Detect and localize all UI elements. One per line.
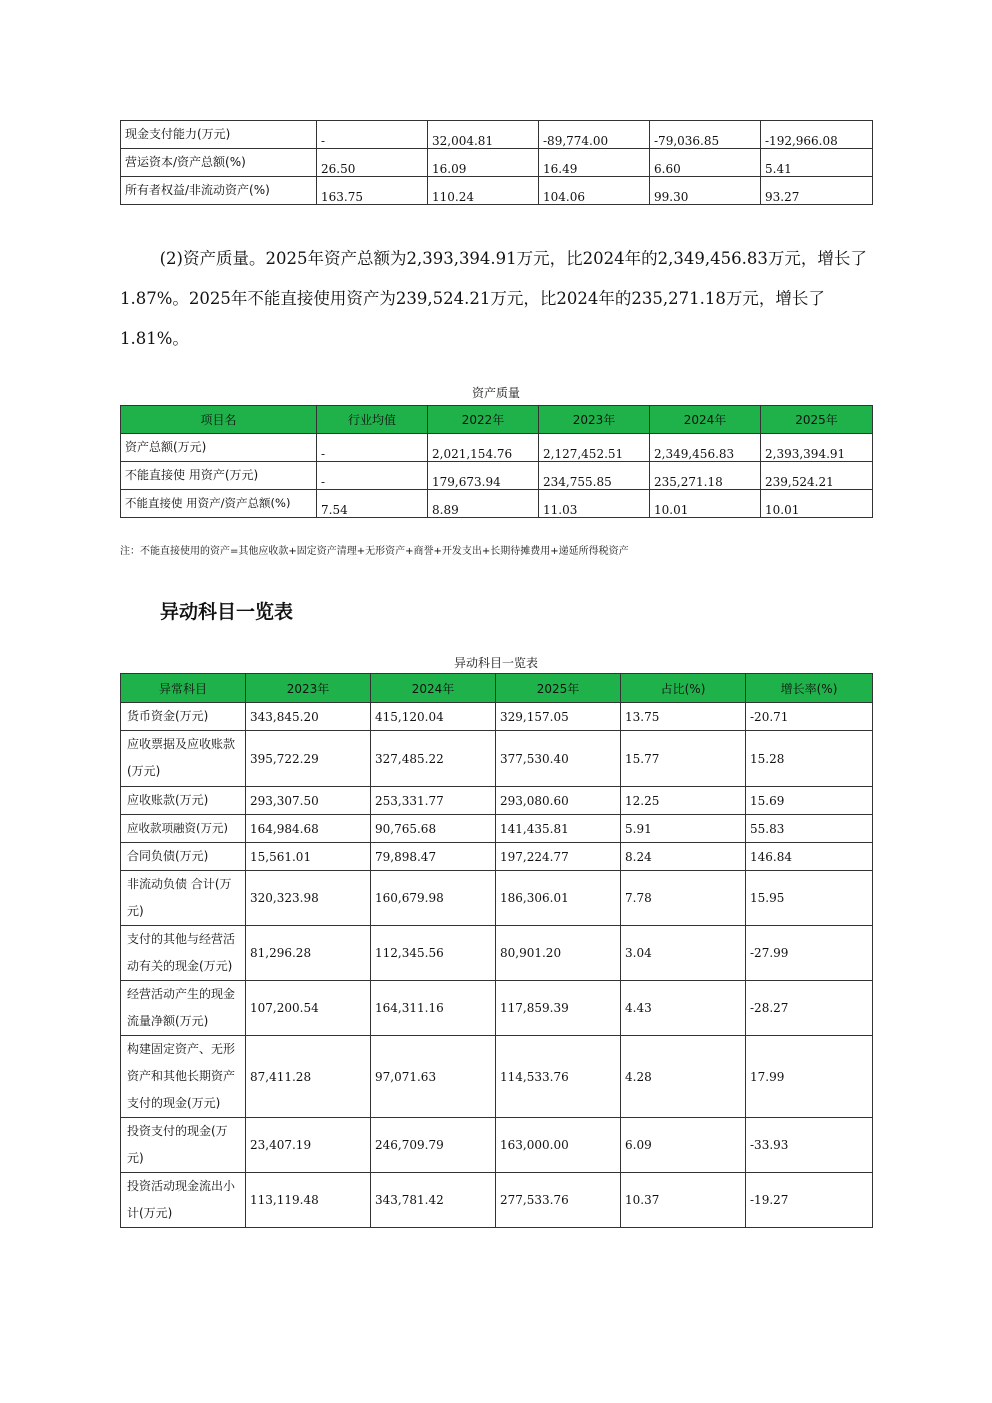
column-header: 2024年 — [371, 674, 496, 703]
cell: -28.27 — [746, 981, 873, 1036]
cell: 26.50 — [317, 149, 428, 177]
cell: 99.30 — [650, 177, 761, 205]
table-row — [121, 703, 873, 731]
column-header: 2024年 — [650, 406, 761, 434]
column-header: 2025年 — [761, 406, 873, 434]
row-label: 合同负债(万元) — [121, 843, 246, 871]
cell: 6.60 — [650, 149, 761, 177]
cell: 163,000.00 — [496, 1118, 621, 1173]
table-row — [121, 843, 873, 871]
table-row — [121, 926, 873, 981]
cell: 2,349,456.83 — [650, 434, 761, 462]
cell: 253,331.77 — [371, 787, 496, 815]
cell: 7.78 — [621, 871, 746, 926]
cell: 6.09 — [621, 1118, 746, 1173]
cell: 23,407.19 — [246, 1118, 371, 1173]
cell: 15.95 — [746, 871, 873, 926]
column-header: 异常科目 — [121, 674, 246, 703]
cell: 293,080.60 — [496, 787, 621, 815]
row-label: 营运资本/资产总额(%) — [121, 149, 317, 177]
table-row — [121, 815, 873, 843]
row-label: 经营活动产生的现金流量净额(万元) — [121, 981, 246, 1036]
table-row — [121, 981, 873, 1036]
cell: 81,296.28 — [246, 926, 371, 981]
cell: - — [317, 462, 428, 490]
asset-note: 注：不能直接使用的资产=其他应收款+固定资产清理+无形资产+商誉+开发支出+长期待摊费用+递延所得税资产 — [120, 546, 629, 557]
cell: 11.03 — [539, 490, 650, 518]
cell: 186,306.01 — [496, 871, 621, 926]
cash-metrics-table — [120, 120, 873, 205]
cell: - — [317, 434, 428, 462]
row-label: 非流动负债 合计(万元) — [121, 871, 246, 926]
cell: 10.01 — [650, 490, 761, 518]
cell: 15.69 — [746, 787, 873, 815]
cell: 97,071.63 — [371, 1036, 496, 1118]
cell: 160,679.98 — [371, 871, 496, 926]
cell: 16.49 — [539, 149, 650, 177]
row-label: 现金支付能力(万元) — [121, 121, 317, 149]
cell: 4.43 — [621, 981, 746, 1036]
cell: 5.41 — [761, 149, 873, 177]
cell: - — [317, 121, 428, 149]
cell: 104.06 — [539, 177, 650, 205]
cell: 235,271.18 — [650, 462, 761, 490]
table-row — [121, 1036, 873, 1118]
cell: 2,393,394.91 — [761, 434, 873, 462]
cell: 117,859.39 — [496, 981, 621, 1036]
table-row — [121, 1173, 873, 1228]
asset-quality-paragraph: (2)资产质量。2025年资产总额为2,393,394.91万元，比2024年的2,349,456.83万元，增长了1.87%。2025年不能直接使用资产为239,524.21万元，比2024年的235,271.18万元，增长了1.81%。 — [120, 249, 867, 348]
cell: 17.99 — [746, 1036, 873, 1118]
row-label: 投资支付的现金(万元) — [121, 1118, 246, 1173]
column-header: 增长率(%) — [746, 674, 873, 703]
cell: -19.27 — [746, 1173, 873, 1228]
cell: 2,021,154.76 — [428, 434, 539, 462]
cell: 93.27 — [761, 177, 873, 205]
cell: 197,224.77 — [496, 843, 621, 871]
row-label: 不能直接使 用资产/资产总额(%) — [121, 490, 317, 518]
table-row — [121, 871, 873, 926]
cell: 114,533.76 — [496, 1036, 621, 1118]
cell: 234,755.85 — [539, 462, 650, 490]
row-label: 货币资金(万元) — [121, 703, 246, 731]
cell: 90,765.68 — [371, 815, 496, 843]
column-header: 2025年 — [496, 674, 621, 703]
column-header: 行业均值 — [317, 406, 428, 434]
cell: 15.28 — [746, 731, 873, 787]
table-row — [121, 434, 873, 462]
column-header: 项目名 — [121, 406, 317, 434]
cell: 112,345.56 — [371, 926, 496, 981]
cell: -192,966.08 — [761, 121, 873, 149]
table-row — [121, 462, 873, 490]
cell: 246,709.79 — [371, 1118, 496, 1173]
cell: -89,774.00 — [539, 121, 650, 149]
column-header: 占比(%) — [621, 674, 746, 703]
table-row — [121, 177, 873, 205]
cell: 293,307.50 — [246, 787, 371, 815]
anomaly-table — [120, 673, 873, 1228]
cell: 2,127,452.51 — [539, 434, 650, 462]
column-header: 2023年 — [246, 674, 371, 703]
cell: 8.24 — [621, 843, 746, 871]
cell: 3.04 — [621, 926, 746, 981]
cell: 7.54 — [317, 490, 428, 518]
cell: 15,561.01 — [246, 843, 371, 871]
cell: 343,845.20 — [246, 703, 371, 731]
cell: 80,901.20 — [496, 926, 621, 981]
cell: 15.77 — [621, 731, 746, 787]
cell: -79,036.85 — [650, 121, 761, 149]
row-label: 所有者权益/非流动资产(%) — [121, 177, 317, 205]
cell: 415,120.04 — [371, 703, 496, 731]
table-row — [121, 121, 873, 149]
column-header: 2022年 — [428, 406, 539, 434]
cell: 87,411.28 — [246, 1036, 371, 1118]
asset-quality-table — [120, 405, 873, 518]
anomaly-heading: 异动科目一览表 — [160, 601, 294, 623]
row-label: 应收票据及应收账款(万元) — [121, 731, 246, 787]
asset-quality-caption: 资产质量 — [471, 386, 520, 400]
cell: 4.28 — [621, 1036, 746, 1118]
cell: 79,898.47 — [371, 843, 496, 871]
cell: 179,673.94 — [428, 462, 539, 490]
cell: 327,485.22 — [371, 731, 496, 787]
cell: 164,984.68 — [246, 815, 371, 843]
cell: 10.37 — [621, 1173, 746, 1228]
cell: 8.89 — [428, 490, 539, 518]
anomaly-caption: 异动科目一览表 — [453, 656, 538, 670]
row-label: 支付的其他与经营活动有关的现金(万元) — [121, 926, 246, 981]
cell: 5.91 — [621, 815, 746, 843]
table-row — [121, 1118, 873, 1173]
cell: 395,722.29 — [246, 731, 371, 787]
cell: 110.24 — [428, 177, 539, 205]
row-label: 投资活动现金流出小计(万元) — [121, 1173, 246, 1228]
cell: 141,435.81 — [496, 815, 621, 843]
row-label: 应收款项融资(万元) — [121, 815, 246, 843]
cell: 377,530.40 — [496, 731, 621, 787]
table-header-row — [121, 406, 873, 434]
cell: 277,533.76 — [496, 1173, 621, 1228]
cell: 12.25 — [621, 787, 746, 815]
cell: 163.75 — [317, 177, 428, 205]
column-header: 2023年 — [539, 406, 650, 434]
row-label: 构建固定资产、无形资产和其他长期资产支付的现金(万元) — [121, 1036, 246, 1118]
cell: 329,157.05 — [496, 703, 621, 731]
cell: 146.84 — [746, 843, 873, 871]
cell: 343,781.42 — [371, 1173, 496, 1228]
table-row — [121, 731, 873, 787]
cell: 32,004.81 — [428, 121, 539, 149]
cell: 107,200.54 — [246, 981, 371, 1036]
cell: 13.75 — [621, 703, 746, 731]
cell: 239,524.21 — [761, 462, 873, 490]
cell: 164,311.16 — [371, 981, 496, 1036]
table-header-row — [121, 674, 873, 703]
cell: 55.83 — [746, 815, 873, 843]
cell: 10.01 — [761, 490, 873, 518]
cell: -20.71 — [746, 703, 873, 731]
cell: -27.99 — [746, 926, 873, 981]
row-label: 应收账款(万元) — [121, 787, 246, 815]
row-label: 资产总额(万元) — [121, 434, 317, 462]
cell: 320,323.98 — [246, 871, 371, 926]
cell: 16.09 — [428, 149, 539, 177]
cell: -33.93 — [746, 1118, 873, 1173]
row-label: 不能直接使 用资产(万元) — [121, 462, 317, 490]
cell: 113,119.48 — [246, 1173, 371, 1228]
table-row — [121, 490, 873, 518]
table-row — [121, 149, 873, 177]
table-row — [121, 787, 873, 815]
